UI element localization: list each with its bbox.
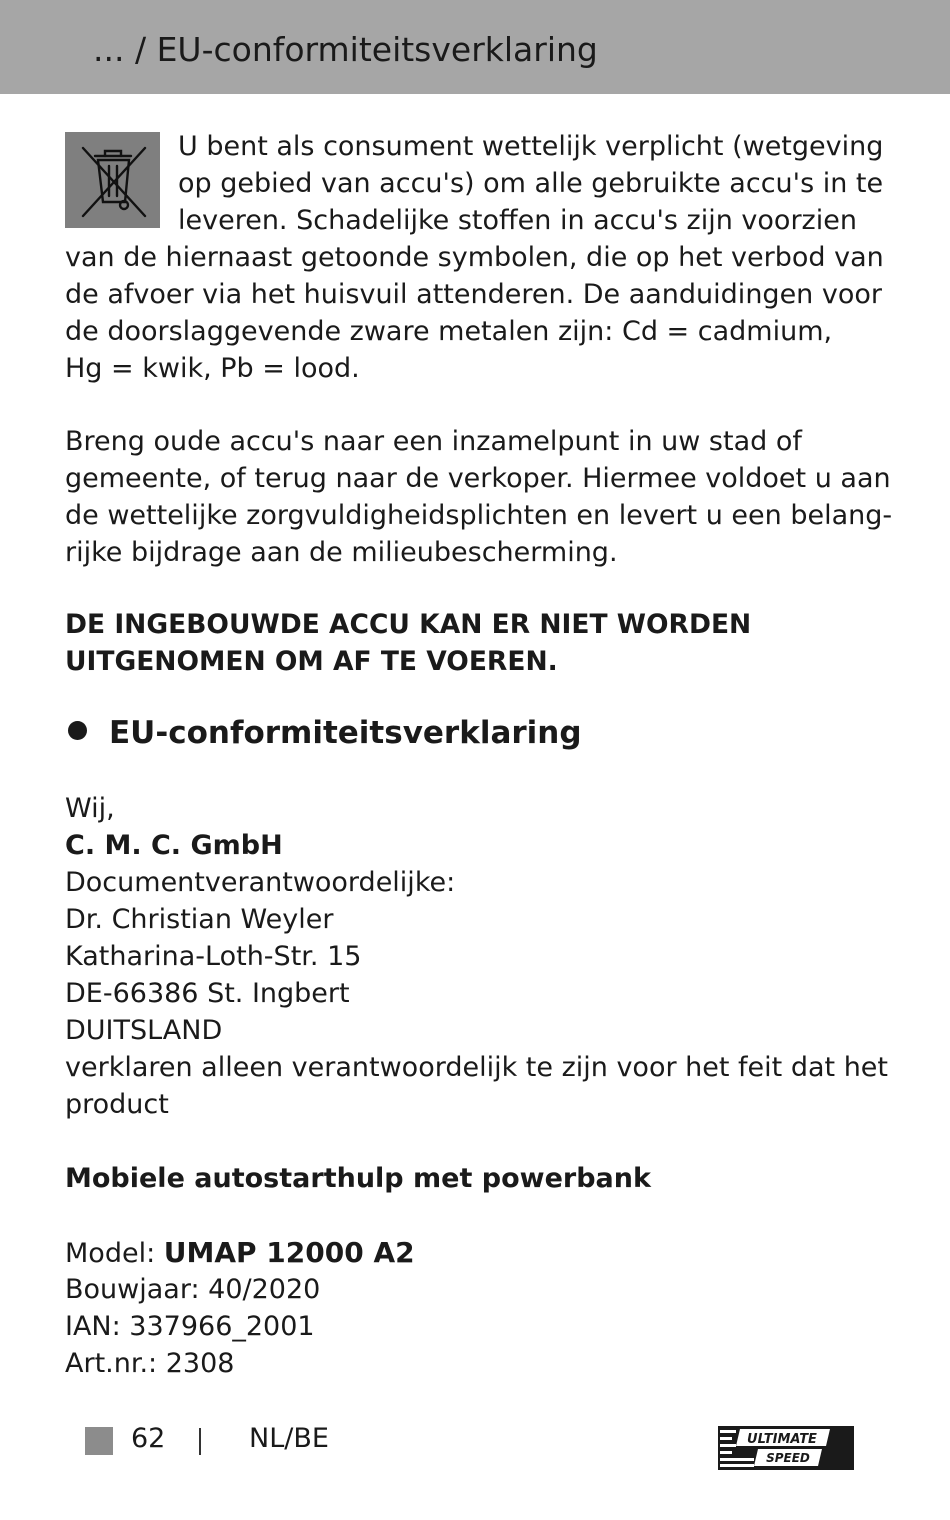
product-name: Mobiele autostarthulp met powerbank [65, 1163, 651, 1194]
declaration-statement: verklaren alleen verantwoordelijk te zijn voor het feit dat het [65, 1052, 888, 1083]
text-line: op gebied van accu's) om alle gebruikte accu's in te [178, 168, 884, 199]
battery-warning [65, 606, 751, 680]
text-line: gemeente, of terug naar de verkoper. Hiermee voldoet u aan [65, 463, 891, 494]
warning-line: UITGENOMEN OM AF TE VOEREN. [65, 646, 558, 677]
declaration-statement: product [65, 1089, 169, 1120]
intro-paragraph-top [178, 128, 883, 239]
section-heading [65, 715, 582, 751]
article-number: Art.nr.: 2308 [65, 1348, 235, 1379]
ultimate-speed-logo [718, 1426, 854, 1470]
language-code: NL/BE [249, 1423, 329, 1454]
intro-paragraph-rest [65, 239, 884, 387]
text-line: de afvoer via het huisvuil attenderen. De aanduidingen voor [65, 279, 882, 310]
product-info [65, 1234, 415, 1382]
model-value: UMAP 12000 A2 [163, 1236, 415, 1269]
address-country: DUITSLAND [65, 1015, 223, 1046]
text-line: U bent als consument wettelijk verplicht (wetgeving [178, 131, 884, 162]
declaration-block [65, 790, 888, 1123]
model-label: Model: [65, 1238, 164, 1269]
build-year: Bouwjaar: 40/2020 [65, 1274, 321, 1305]
bullet-icon [68, 721, 87, 740]
page-header [0, 0, 950, 94]
text-line: van de hiernaast getoonde symbolen, die op het verbod van [65, 242, 884, 273]
ian-number: IAN: 337966_2001 [65, 1311, 315, 1342]
crossed-out-wheelie-bin-icon [65, 132, 160, 228]
warning-line: DE INGEBOUWDE ACCU KAN ER NIET WORDEN [65, 609, 752, 640]
declaration-we: Wij, [65, 793, 115, 824]
address-city: DE-66386 St. Ingbert [65, 978, 350, 1009]
text-line: Hg = kwik, Pb = lood. [65, 353, 360, 384]
footer-divider [199, 1428, 201, 1455]
document-role: Documentverantwoordelijke: [65, 867, 456, 898]
text-line: de doorslaggevende zware metalen zijn: Cd = cadmium, [65, 316, 833, 347]
logo-text-ultimate: ULTIMATE [747, 1432, 817, 1447]
logo-text-speed: SPEED [766, 1451, 810, 1465]
text-line: leveren. Schadelijke stoffen in accu's zijn voorzien [178, 205, 857, 236]
company-name: C. M. C. GmbH [65, 830, 283, 861]
address-street: Katharina-Loth-Str. 15 [65, 941, 362, 972]
return-batteries-paragraph [65, 423, 892, 571]
header-title: ... / EU-conformiteitsverklaring [93, 30, 598, 69]
text-line: Breng oude accu's naar een inzamelpunt in uw stad of [65, 426, 802, 457]
text-line: de wettelijke zorgvuldigheidsplichten en levert u een belang- [65, 500, 893, 531]
section-heading-text: EU-conformiteitsverklaring [109, 715, 582, 751]
model-line [65, 1234, 415, 1271]
page-number: 62 [131, 1423, 166, 1454]
responsible-person: Dr. Christian Weyler [65, 904, 334, 935]
text-line: rijke bijdrage aan de milieubescherming. [65, 537, 618, 568]
footer-square-icon [85, 1427, 113, 1455]
